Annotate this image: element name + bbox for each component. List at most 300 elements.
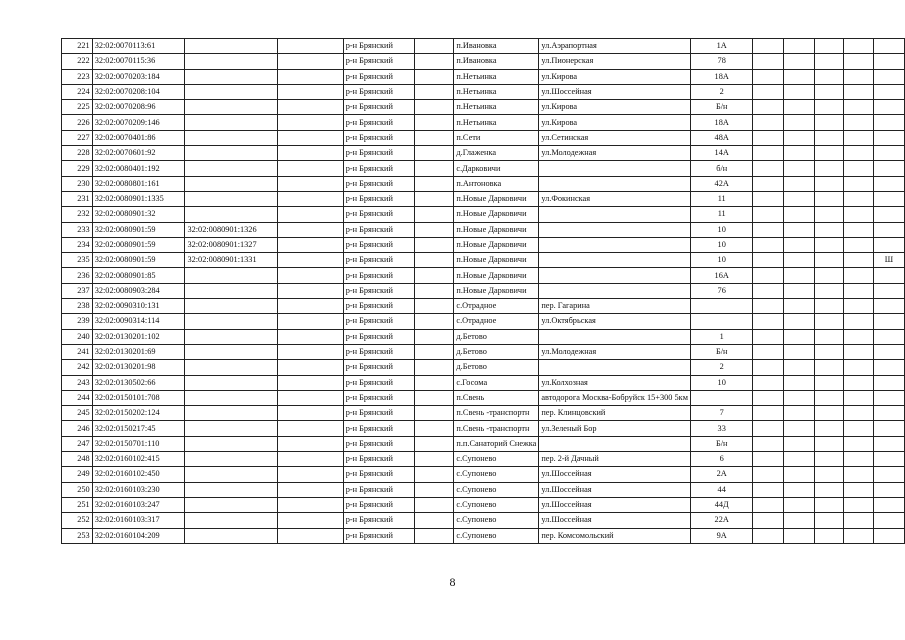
empty-cell [784, 513, 815, 528]
note-cell [873, 268, 904, 283]
locality-cell: с.Супонево [454, 513, 539, 528]
locality-cell: п.Ивановка [454, 54, 539, 69]
table-row [62, 436, 905, 451]
empty-cell [415, 452, 454, 467]
related-cadastral-cell [185, 115, 278, 130]
empty-cell [814, 253, 844, 268]
cadastral-number-cell: 32:02:0070208:96 [92, 100, 185, 115]
row-number-cell: 248 [62, 452, 93, 467]
note-cell: Ш [873, 253, 904, 268]
empty-cell [844, 268, 874, 283]
locality-cell: п.Ивановка [454, 39, 539, 54]
empty-cell [278, 360, 344, 375]
row-number-cell: 233 [62, 222, 93, 237]
cadastral-number-cell: 32:02:0150217:45 [92, 421, 185, 436]
cadastral-number-cell: 32:02:0080901:1335 [92, 191, 185, 206]
empty-cell [844, 482, 874, 497]
page-number: 8 [449, 575, 456, 589]
empty-cell [753, 39, 784, 54]
empty-cell [278, 482, 344, 497]
empty-cell [415, 436, 454, 451]
row-number-cell: 230 [62, 176, 93, 191]
street-cell [539, 222, 691, 237]
district-cell: р-н Брянский [343, 268, 415, 283]
empty-cell [753, 329, 784, 344]
empty-cell [753, 54, 784, 69]
empty-cell [844, 237, 874, 252]
house-number-cell: 2 [690, 360, 753, 375]
empty-cell [278, 283, 344, 298]
empty-cell [415, 482, 454, 497]
empty-cell [814, 176, 844, 191]
empty-cell [415, 130, 454, 145]
empty-cell [753, 253, 784, 268]
locality-cell: д.Бетово [454, 360, 539, 375]
empty-cell [814, 406, 844, 421]
district-cell: р-н Брянский [343, 406, 415, 421]
locality-cell: п.Свень -транспортн [454, 421, 539, 436]
house-number-cell: 11 [690, 191, 753, 206]
locality-cell: д.Бетово [454, 329, 539, 344]
row-number-cell: 226 [62, 115, 93, 130]
row-number-cell: 246 [62, 421, 93, 436]
row-number-cell: 229 [62, 161, 93, 176]
cadastral-number-cell: 32:02:0150701:110 [92, 436, 185, 451]
cadastral-number-cell: 32:02:0070601:92 [92, 146, 185, 161]
note-cell [873, 130, 904, 145]
empty-cell [844, 54, 874, 69]
empty-cell [753, 406, 784, 421]
empty-cell [415, 344, 454, 359]
street-cell: ул.Кирова [539, 69, 691, 84]
empty-cell [784, 482, 815, 497]
note-cell [873, 84, 904, 99]
empty-cell [784, 497, 815, 512]
street-cell: ул.Молодежная [539, 344, 691, 359]
house-number-cell: 11 [690, 207, 753, 222]
cadastral-number-cell: 32:02:0080903:284 [92, 283, 185, 298]
empty-cell [814, 69, 844, 84]
empty-cell [814, 360, 844, 375]
table-row [62, 207, 905, 222]
empty-cell [814, 237, 844, 252]
empty-cell [753, 100, 784, 115]
row-number-cell: 231 [62, 191, 93, 206]
street-cell: пер. 2-й Дачный [539, 452, 691, 467]
empty-cell [784, 191, 815, 206]
cadastral-number-cell: 32:02:0090310:131 [92, 299, 185, 314]
empty-cell [753, 375, 784, 390]
empty-cell [753, 283, 784, 298]
note-cell [873, 344, 904, 359]
table-row [62, 299, 905, 314]
house-number-cell: 2А [690, 467, 753, 482]
empty-cell [278, 436, 344, 451]
table-row [62, 237, 905, 252]
locality-cell: п.Новые Дарковичи [454, 207, 539, 222]
empty-cell [784, 146, 815, 161]
empty-cell [415, 84, 454, 99]
table-row [62, 390, 905, 405]
locality-cell: п.Новые Дарковичи [454, 191, 539, 206]
empty-cell [844, 497, 874, 512]
note-cell [873, 497, 904, 512]
district-cell: р-н Брянский [343, 283, 415, 298]
cadastral-number-cell: 32:02:0160103:247 [92, 497, 185, 512]
house-number-cell: 33 [690, 421, 753, 436]
empty-cell [278, 84, 344, 99]
empty-cell [844, 299, 874, 314]
district-cell: р-н Брянский [343, 207, 415, 222]
empty-cell [415, 237, 454, 252]
empty-cell [415, 191, 454, 206]
district-cell: р-н Брянский [343, 253, 415, 268]
empty-cell [844, 390, 874, 405]
empty-cell [784, 314, 815, 329]
table-row [62, 406, 905, 421]
cadastral-number-cell: 32:02:0160104:209 [92, 528, 185, 543]
locality-cell: п.п.Санаторий Снежка [454, 436, 539, 451]
street-cell: ул.Шоссейная [539, 497, 691, 512]
district-cell: р-н Брянский [343, 360, 415, 375]
cadastral-number-cell: 32:02:0070401:86 [92, 130, 185, 145]
empty-cell [844, 161, 874, 176]
cadastral-number-cell: 32:02:0130201:102 [92, 329, 185, 344]
district-cell: р-н Брянский [343, 115, 415, 130]
related-cadastral-cell [185, 191, 278, 206]
related-cadastral-cell [185, 146, 278, 161]
empty-cell [415, 360, 454, 375]
empty-cell [753, 222, 784, 237]
district-cell: р-н Брянский [343, 54, 415, 69]
table-body [62, 39, 905, 544]
table-row [62, 130, 905, 145]
cadastral-number-cell: 32:02:0080401:192 [92, 161, 185, 176]
empty-cell [415, 222, 454, 237]
table-row [62, 375, 905, 390]
related-cadastral-cell [185, 100, 278, 115]
empty-cell [415, 421, 454, 436]
locality-cell: п.Нетьинка [454, 115, 539, 130]
empty-cell [278, 146, 344, 161]
street-cell: пер. Комсомольский [539, 528, 691, 543]
street-cell: пер. Клинцовский [539, 406, 691, 421]
empty-cell [415, 390, 454, 405]
related-cadastral-cell [185, 130, 278, 145]
district-cell: р-н Брянский [343, 436, 415, 451]
empty-cell [753, 528, 784, 543]
locality-cell: п.Нетьинка [454, 84, 539, 99]
table-row [62, 161, 905, 176]
street-cell: ул.Шоссейная [539, 513, 691, 528]
district-cell: р-н Брянский [343, 314, 415, 329]
empty-cell [753, 467, 784, 482]
row-number-cell: 244 [62, 390, 93, 405]
cadastral-number-cell: 32:02:0150202:124 [92, 406, 185, 421]
street-cell: ул.Шоссейная [539, 467, 691, 482]
row-number-cell: 251 [62, 497, 93, 512]
empty-cell [784, 268, 815, 283]
empty-cell [784, 115, 815, 130]
cadastral-number-cell: 32:02:0160103:230 [92, 482, 185, 497]
empty-cell [753, 482, 784, 497]
row-number-cell: 236 [62, 268, 93, 283]
note-cell [873, 115, 904, 130]
empty-cell [753, 344, 784, 359]
locality-cell: с.Супонево [454, 497, 539, 512]
note-cell [873, 314, 904, 329]
district-cell: р-н Брянский [343, 146, 415, 161]
empty-cell [784, 344, 815, 359]
empty-cell [415, 207, 454, 222]
house-number-cell: 10 [690, 253, 753, 268]
empty-cell [753, 299, 784, 314]
empty-cell [278, 253, 344, 268]
empty-cell [814, 390, 844, 405]
locality-cell: п.Свень [454, 390, 539, 405]
district-cell: р-н Брянский [343, 421, 415, 436]
row-number-cell: 242 [62, 360, 93, 375]
empty-cell [278, 54, 344, 69]
street-cell: ул.Кирова [539, 100, 691, 115]
empty-cell [753, 115, 784, 130]
empty-cell [814, 467, 844, 482]
note-cell [873, 329, 904, 344]
cadastral-number-cell: 32:02:0080801:161 [92, 176, 185, 191]
cadastral-number-cell: 32:02:0080901:59 [92, 222, 185, 237]
empty-cell [814, 84, 844, 99]
empty-cell [278, 421, 344, 436]
empty-cell [844, 513, 874, 528]
table-row [62, 191, 905, 206]
locality-cell: п.Новые Дарковичи [454, 268, 539, 283]
empty-cell [844, 84, 874, 99]
street-cell: ул.Аэрапортная [539, 39, 691, 54]
cadastral-number-cell: 32:02:0070115:36 [92, 54, 185, 69]
district-cell: р-н Брянский [343, 452, 415, 467]
note-cell [873, 390, 904, 405]
empty-cell [814, 130, 844, 145]
table-row [62, 253, 905, 268]
empty-cell [415, 299, 454, 314]
locality-cell: с.Супонево [454, 467, 539, 482]
row-number-cell: 235 [62, 253, 93, 268]
empty-cell [784, 375, 815, 390]
street-cell: ул.Сетинская [539, 130, 691, 145]
district-cell: р-н Брянский [343, 375, 415, 390]
empty-cell [784, 283, 815, 298]
table-row [62, 283, 905, 298]
table-row [62, 314, 905, 329]
empty-cell [415, 283, 454, 298]
street-cell: ул.Октябрьская [539, 314, 691, 329]
street-cell [539, 360, 691, 375]
table-row [62, 513, 905, 528]
empty-cell [784, 54, 815, 69]
district-cell: р-н Брянский [343, 100, 415, 115]
street-cell: ул.Шоссейная [539, 84, 691, 99]
house-number-cell: Б/н [690, 100, 753, 115]
registry-table [61, 38, 905, 544]
note-cell [873, 54, 904, 69]
cadastral-number-cell: 32:02:0080901:59 [92, 237, 185, 252]
empty-cell [753, 452, 784, 467]
house-number-cell: Б/н [690, 344, 753, 359]
district-cell: р-н Брянский [343, 39, 415, 54]
district-cell: р-н Брянский [343, 482, 415, 497]
table-row [62, 115, 905, 130]
empty-cell [814, 329, 844, 344]
row-number-cell: 247 [62, 436, 93, 451]
empty-cell [814, 115, 844, 130]
empty-cell [844, 115, 874, 130]
empty-cell [844, 360, 874, 375]
locality-cell: п.Новые Дарковичи [454, 283, 539, 298]
cadastral-number-cell: 32:02:0160103:317 [92, 513, 185, 528]
empty-cell [753, 176, 784, 191]
empty-cell [784, 452, 815, 467]
empty-cell [415, 467, 454, 482]
empty-cell [278, 130, 344, 145]
empty-cell [784, 329, 815, 344]
row-number-cell: 243 [62, 375, 93, 390]
empty-cell [415, 115, 454, 130]
note-cell [873, 436, 904, 451]
empty-cell [753, 436, 784, 451]
empty-cell [278, 467, 344, 482]
empty-cell [814, 283, 844, 298]
related-cadastral-cell [185, 497, 278, 512]
empty-cell [784, 39, 815, 54]
empty-cell [415, 528, 454, 543]
empty-cell [278, 161, 344, 176]
house-number-cell: 22А [690, 513, 753, 528]
related-cadastral-cell [185, 390, 278, 405]
related-cadastral-cell [185, 54, 278, 69]
related-cadastral-cell [185, 329, 278, 344]
note-cell [873, 528, 904, 543]
empty-cell [278, 100, 344, 115]
empty-cell [753, 497, 784, 512]
empty-cell [844, 207, 874, 222]
locality-cell: с.Отрадное [454, 314, 539, 329]
house-number-cell: 18А [690, 115, 753, 130]
empty-cell [753, 237, 784, 252]
note-cell [873, 69, 904, 84]
street-cell: ул.Зеленый Бор [539, 421, 691, 436]
house-number-cell [690, 390, 753, 405]
empty-cell [844, 100, 874, 115]
note-cell [873, 482, 904, 497]
related-cadastral-cell [185, 314, 278, 329]
empty-cell [814, 39, 844, 54]
row-number-cell: 232 [62, 207, 93, 222]
locality-cell: п.Свень -транспортн [454, 406, 539, 421]
district-cell: р-н Брянский [343, 344, 415, 359]
empty-cell [844, 421, 874, 436]
table-row [62, 84, 905, 99]
related-cadastral-cell [185, 39, 278, 54]
row-number-cell: 224 [62, 84, 93, 99]
empty-cell [278, 390, 344, 405]
street-cell: ул.Колхозная [539, 375, 691, 390]
empty-cell [814, 344, 844, 359]
street-cell: ул.Пионерская [539, 54, 691, 69]
empty-cell [814, 161, 844, 176]
empty-cell [784, 390, 815, 405]
empty-cell [415, 176, 454, 191]
empty-cell [278, 528, 344, 543]
empty-cell [278, 329, 344, 344]
locality-cell: п.Сети [454, 130, 539, 145]
empty-cell [784, 207, 815, 222]
related-cadastral-cell [185, 528, 278, 543]
table-row [62, 222, 905, 237]
street-cell [539, 436, 691, 451]
house-number-cell: 76 [690, 283, 753, 298]
house-number-cell [690, 314, 753, 329]
house-number-cell: 16А [690, 268, 753, 283]
empty-cell [415, 69, 454, 84]
empty-cell [278, 237, 344, 252]
empty-cell [415, 268, 454, 283]
empty-cell [278, 299, 344, 314]
empty-cell [814, 421, 844, 436]
empty-cell [415, 314, 454, 329]
district-cell: р-н Брянский [343, 329, 415, 344]
empty-cell [415, 146, 454, 161]
empty-cell [784, 299, 815, 314]
related-cadastral-cell [185, 436, 278, 451]
table-row [62, 467, 905, 482]
house-number-cell: 7 [690, 406, 753, 421]
district-cell: р-н Брянский [343, 299, 415, 314]
related-cadastral-cell: 32:02:0080901:1326 [185, 222, 278, 237]
empty-cell [814, 191, 844, 206]
locality-cell: п.Новые Дарковичи [454, 222, 539, 237]
street-cell: ул.Шоссейная [539, 482, 691, 497]
related-cadastral-cell [185, 268, 278, 283]
street-cell [539, 268, 691, 283]
locality-cell: с.Госома [454, 375, 539, 390]
street-cell: ул.Фокинская [539, 191, 691, 206]
empty-cell [784, 222, 815, 237]
empty-cell [278, 69, 344, 84]
empty-cell [278, 314, 344, 329]
cadastral-number-cell: 32:02:0090314:114 [92, 314, 185, 329]
empty-cell [278, 222, 344, 237]
table-row [62, 360, 905, 375]
empty-cell [784, 528, 815, 543]
related-cadastral-cell [185, 406, 278, 421]
empty-cell [844, 467, 874, 482]
house-number-cell: 9А [690, 528, 753, 543]
empty-cell [278, 39, 344, 54]
empty-cell [784, 161, 815, 176]
related-cadastral-cell [185, 344, 278, 359]
empty-cell [784, 100, 815, 115]
empty-cell [844, 436, 874, 451]
empty-cell [814, 452, 844, 467]
empty-cell [844, 39, 874, 54]
row-number-cell: 228 [62, 146, 93, 161]
district-cell: р-н Брянский [343, 497, 415, 512]
street-cell [539, 283, 691, 298]
street-cell [539, 329, 691, 344]
empty-cell [814, 497, 844, 512]
row-number-cell: 249 [62, 467, 93, 482]
empty-cell [814, 299, 844, 314]
